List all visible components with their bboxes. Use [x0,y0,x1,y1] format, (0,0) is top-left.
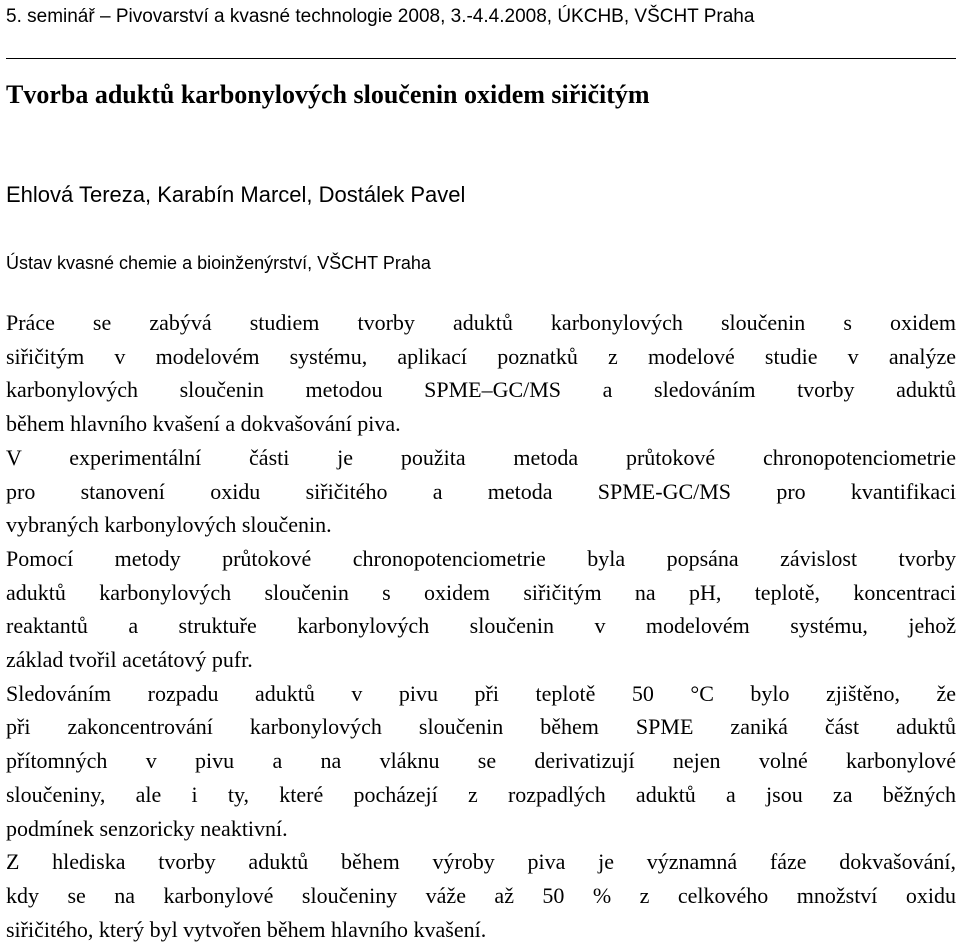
paragraph [6,441,956,542]
text-line: karbonylových sloučenin metodou SPME–GC/MS a sledováním tvorby aduktů [6,377,956,403]
text-line: siřičitého, který byl vytvořen během hlavního kvašení. [6,916,487,942]
paragraph [6,542,956,677]
article-affiliation: Ústav kvasné chemie a bioinženýrství, VŠCHT Praha [6,253,431,273]
text-line: přítomných v pivu a na vláknu se derivatizují nejen volné karbonylové [6,748,956,774]
paragraph [6,845,956,946]
text-line: V experimentální části je použita metoda průtokové chronopotenciometrie [6,444,956,470]
article-title: Tvorba aduktů karbonylových sloučenin oxidem siřičitým [6,80,650,109]
header-divider [6,58,956,59]
text-line: při zakoncentrování karbonylových sloučenin během SPME zaniká část aduktů [6,714,956,740]
text-line: reaktantů a struktuře karbonylových sloučenin v modelovém systému, jehož [6,613,956,639]
text-line: Sledováním rozpadu aduktů v pivu při teplotě 50 °C bylo zjištěno, že [6,680,956,706]
text-line: kdy se na karbonylové sloučeniny váže až 50 % z celkového množství oxidu [6,882,956,908]
text-line: vybraných karbonylových sloučenin. [6,512,332,538]
text-line: základ tvořil acetátový pufr. [6,647,253,673]
text-line: podmínek senzoricky neaktivní. [6,815,288,841]
paragraph [6,677,956,846]
text-line: Pomocí metody průtokové chronopotenciometrie byla popsána závislost tvorby [6,545,956,571]
paragraph [6,306,956,441]
text-line: pro stanovení oxidu siřičitého a metoda SPME-GC/MS pro kvantifikaci [6,478,956,504]
text-line: během hlavního kvašení a dokvašování piva. [6,411,401,437]
article-authors: Ehlová Tereza, Karabín Marcel, Dostálek Pavel [6,182,466,207]
text-line: siřičitým v modelovém systému, aplikací poznatků z modelové studie v analýze [6,343,956,369]
abstract-body [6,306,956,946]
running-header: 5. seminář – Pivovarství a kvasné technologie 2008, 3.-4.4.2008, ÚKCHB, VŠCHT Praha [6,6,755,27]
text-line: Z hlediska tvorby aduktů během výroby piva je významná fáze dokvašování, [6,849,956,875]
text-line: aduktů karbonylových sloučenin s oxidem siřičitým na pH, teplotě, koncentraci [6,579,956,605]
text-line: sloučeniny, ale i ty, které pocházejí z rozpadlých aduktů a jsou za běžných [6,781,956,807]
text-line: Práce se zabývá studiem tvorby aduktů karbonylových sloučenin s oxidem [6,310,956,335]
